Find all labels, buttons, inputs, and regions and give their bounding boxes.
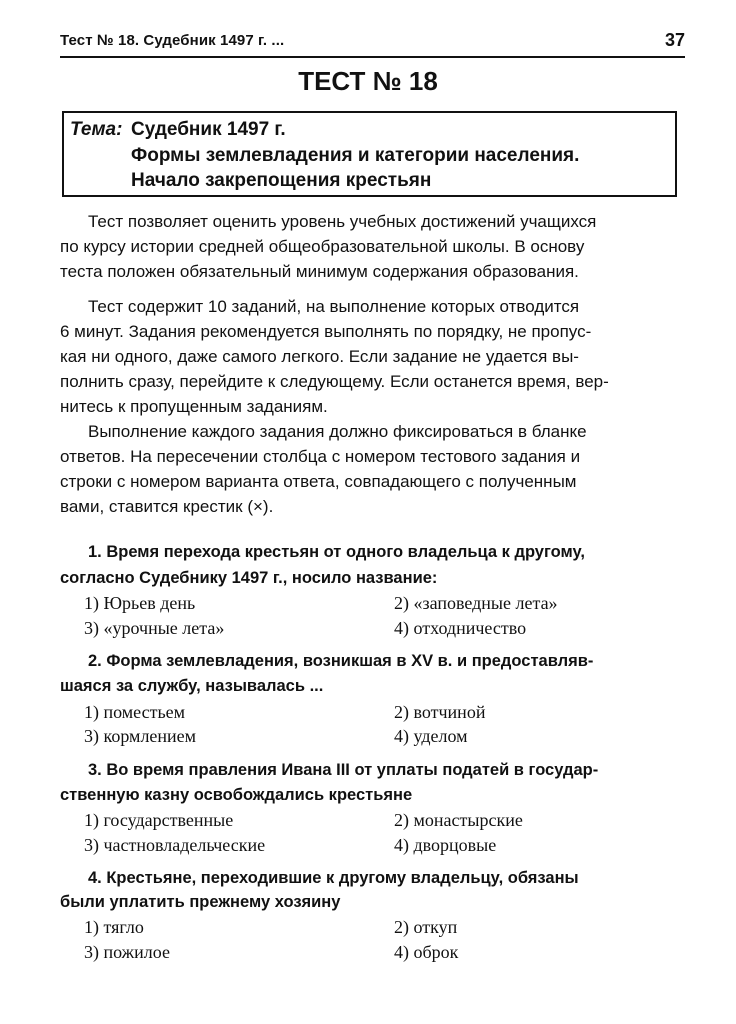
answer-option: 3) пожилое (84, 942, 170, 962)
answer-option: 4) оброк (394, 942, 459, 962)
intro-line: Тест позволяет оценить уровень учебных достижений учащихся (88, 212, 597, 231)
intro-line: вами, ставится крестик (×). (60, 497, 274, 516)
answer-option: 2) вотчиной (394, 702, 486, 722)
topic-line: Формы землевладения и категории населения. (131, 145, 580, 166)
answer-option: 3) частновладельческие (84, 835, 266, 855)
page-number: 37 (664, 30, 685, 50)
answer-option: 2) монастырские (394, 810, 523, 830)
topic-label: Тема: (70, 119, 123, 140)
answer-option: 3) «урочные лета» (84, 618, 225, 638)
test-title: ТЕСТ № 18 (298, 66, 438, 96)
running-title: Тест № 18. Судебник 1497 г. ... (60, 32, 285, 49)
intro-line: по курсу истории средней общеобразовательной школы. В основу (60, 237, 585, 256)
answer-option: 4) отходничество (394, 618, 527, 638)
intro-line: Тест содержит 10 заданий, на выполнение которых отводится (88, 297, 580, 316)
question-text: ственную казну освобождались крестьяне (60, 786, 413, 804)
answer-option: 1) тягло (84, 917, 144, 937)
answer-option: 3) кормлением (84, 726, 197, 746)
topic-line: Начало закрепощения крестьян (131, 170, 432, 191)
intro-line: 6 минут. Задания рекомендуется выполнять по порядку, не пропус- (60, 322, 592, 341)
intro-line: ответов. На пересечении столбца с номером тестового задания и (60, 447, 581, 466)
question-text: согласно Судебнику 1497 г., носило название: (60, 569, 438, 587)
question-text: 3. Во время правления Ивана III от уплаты податей в государ- (88, 761, 599, 779)
question-text: 1. Время перехода крестьян от одного владельца к другому, (88, 543, 586, 561)
answer-option: 2) «заповедные лета» (394, 593, 558, 613)
intro-line: полнить сразу, перейдите к следующему. Если останется время, вер- (60, 372, 609, 391)
answer-option: 1) поместьем (84, 702, 186, 722)
intro-line: теста положен обязательный минимум содержания образования. (60, 262, 579, 281)
intro-line: нитесь к пропущенным заданиям. (60, 397, 328, 416)
answer-option: 1) государственные (84, 810, 234, 830)
topic-box (62, 111, 677, 197)
intro-line: Выполнение каждого задания должно фиксироваться в бланке (88, 422, 587, 441)
intro-line: кая ни одного, даже самого легкого. Если задание не удается вы- (60, 347, 579, 366)
question-text: шаяся за службу, называлась ... (60, 677, 324, 695)
answer-option: 1) Юрьев день (84, 593, 196, 613)
question-text: 2. Форма землевладения, возникшая в XV в. и предоставляв- (88, 652, 594, 670)
answer-option: 4) дворцовые (394, 835, 497, 855)
answer-option: 2) откуп (394, 917, 458, 937)
running-header (60, 30, 685, 58)
question-text: 4. Крестьяне, переходившие к другому владельцу, обязаны (88, 869, 579, 887)
topic-line: Судебник 1497 г. (131, 119, 286, 140)
intro-line: строки с номером варианта ответа, совпадающего с полученным (60, 472, 577, 491)
answer-option: 4) уделом (394, 726, 468, 746)
question-text: были уплатить прежнему хозяину (60, 893, 341, 911)
